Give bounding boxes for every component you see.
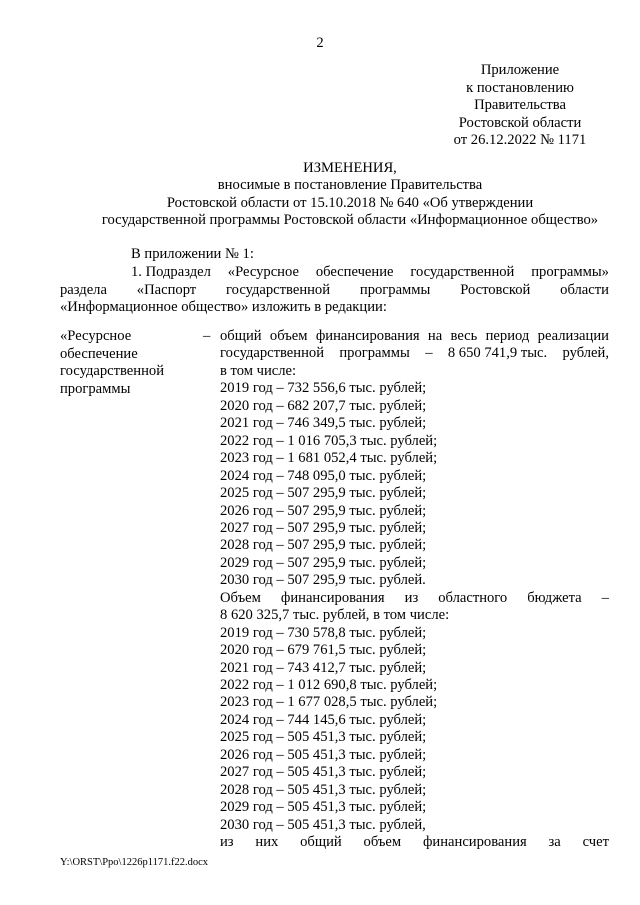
year-line: 2028 год – 507 295,9 тыс. рублей; (220, 537, 427, 554)
word: государственной (220, 345, 325, 362)
word: из (220, 834, 234, 851)
document-title: ИЗМЕНЕНИЯ, (303, 160, 397, 176)
word: 1. Подраздел (131, 264, 211, 280)
year-line: 2030 год – 505 451,3 тыс. рублей, (220, 816, 426, 833)
word: финансирования (422, 834, 527, 851)
word: общий (220, 328, 262, 344)
subtitle-line: вносимые в постановление Правительства (217, 177, 483, 193)
subtitle-line: государственной программы Ростовской области «Информационное общество» (101, 212, 599, 228)
word: – (425, 345, 433, 362)
content-line (220, 328, 609, 345)
year-line: 2025 год – 507 295,9 тыс. рублей; (220, 485, 427, 502)
year-line: 2023 год – 1 677 028,5 тыс. рублей; (220, 694, 438, 711)
paragraph-line (131, 264, 609, 281)
subtitle-line: Ростовской области от 15.10.2018 № 640 «Об утверждении (166, 194, 534, 211)
word: программы (359, 282, 431, 298)
year-line: 2024 год – 744 145,6 тыс. рублей; (220, 711, 427, 728)
word: государственной (410, 264, 515, 280)
word: «Ресурсное (227, 264, 299, 280)
label-line: обеспечение (60, 345, 138, 362)
year-line: 2026 год – 507 295,9 тыс. рублей; (220, 502, 427, 519)
year-line: 2020 год – 679 761,5 тыс. рублей; (220, 642, 427, 659)
word: них (255, 834, 279, 851)
year-line: 2019 год – 732 556,6 тыс. рублей; (220, 380, 427, 397)
word: «Паспорт (136, 282, 197, 298)
year-line: 2020 год – 682 207,7 тыс. рублей; (220, 397, 427, 414)
content-line (220, 345, 609, 362)
word: финансирования (315, 328, 420, 344)
word: счет (582, 834, 609, 851)
paragraph-line: «Информационное общество» изложить в редакции: (60, 299, 387, 315)
year-line: 2021 год – 743 412,7 тыс. рублей; (220, 659, 427, 676)
page-number: 2 (316, 35, 324, 51)
year-line: 2022 год – 1 012 690,8 тыс. рублей; (220, 677, 438, 693)
word: государственной (226, 282, 331, 298)
word: Объем (220, 589, 261, 606)
paragraph-line (60, 282, 609, 299)
content-line (220, 590, 609, 607)
word: – (601, 589, 609, 606)
word: общий (300, 834, 342, 851)
intro-line: В приложении № 1: (131, 246, 254, 262)
year-line: 2029 год – 505 451,3 тыс. рублей; (220, 799, 427, 816)
appendix-line: к постановлению (466, 79, 574, 96)
appendix-line: Ростовской области (458, 114, 582, 131)
word: Ростовской (460, 282, 531, 298)
content-line: 8 620 325,7 тыс. рублей, в том числе: (220, 607, 450, 624)
word: период (485, 328, 530, 344)
year-line: 2030 год – 507 295,9 тыс. рублей. (220, 572, 426, 589)
label-line: программы (60, 380, 131, 397)
word: программы» (531, 264, 609, 280)
year-line: 2021 год – 746 349,5 тыс. рублей; (220, 415, 427, 432)
word: рублей, (562, 345, 609, 362)
word: раздела (60, 282, 107, 298)
word: за (548, 834, 561, 851)
year-line: 2027 год – 507 295,9 тыс. рублей; (220, 519, 427, 536)
year-line: 2025 год – 505 451,3 тыс. рублей; (220, 729, 427, 746)
word: на (427, 328, 443, 344)
word: бюджета (527, 589, 582, 606)
appendix-line: Приложение (480, 62, 560, 78)
word: из (404, 589, 419, 606)
appendix-line: от 26.12.2022 № 1171 (453, 132, 587, 148)
year-line: 2023 год – 1 681 052,4 тыс. рублей; (220, 450, 438, 467)
word: областного (438, 589, 508, 606)
label-line: «Ресурсное (60, 328, 132, 344)
file-path-footer: Y:\ORST\Ppo\1226p1171.f22.docx (60, 857, 208, 868)
year-line: 2022 год – 1 016 705,3 тыс. рублей; (220, 432, 438, 449)
year-line: 2027 год – 505 451,3 тыс. рублей; (220, 764, 427, 781)
word: 8 650 741,9 тыс. (447, 345, 548, 362)
label-line: государственной (60, 363, 165, 379)
content-line (220, 834, 609, 851)
word: обеспечение (315, 264, 394, 280)
content-line: в том числе: (220, 362, 297, 379)
word: реализации (537, 328, 609, 344)
year-line: 2028 год – 505 451,3 тыс. рублей; (220, 781, 427, 798)
year-line: 2026 год – 505 451,3 тыс. рублей; (220, 746, 427, 763)
dash-separator: – (203, 328, 211, 344)
word: финансирования (280, 589, 385, 606)
word: объем (363, 834, 402, 851)
word: области (560, 282, 609, 298)
appendix-line: Правительства (474, 97, 566, 113)
year-line: 2024 год – 748 095,0 тыс. рублей; (220, 467, 427, 484)
word: весь (450, 328, 478, 344)
word: объем (269, 328, 308, 344)
year-line: 2019 год – 730 578,8 тыс. рублей; (220, 624, 427, 641)
year-line: 2029 год – 507 295,9 тыс. рублей; (220, 554, 427, 571)
word: программы (339, 345, 410, 362)
